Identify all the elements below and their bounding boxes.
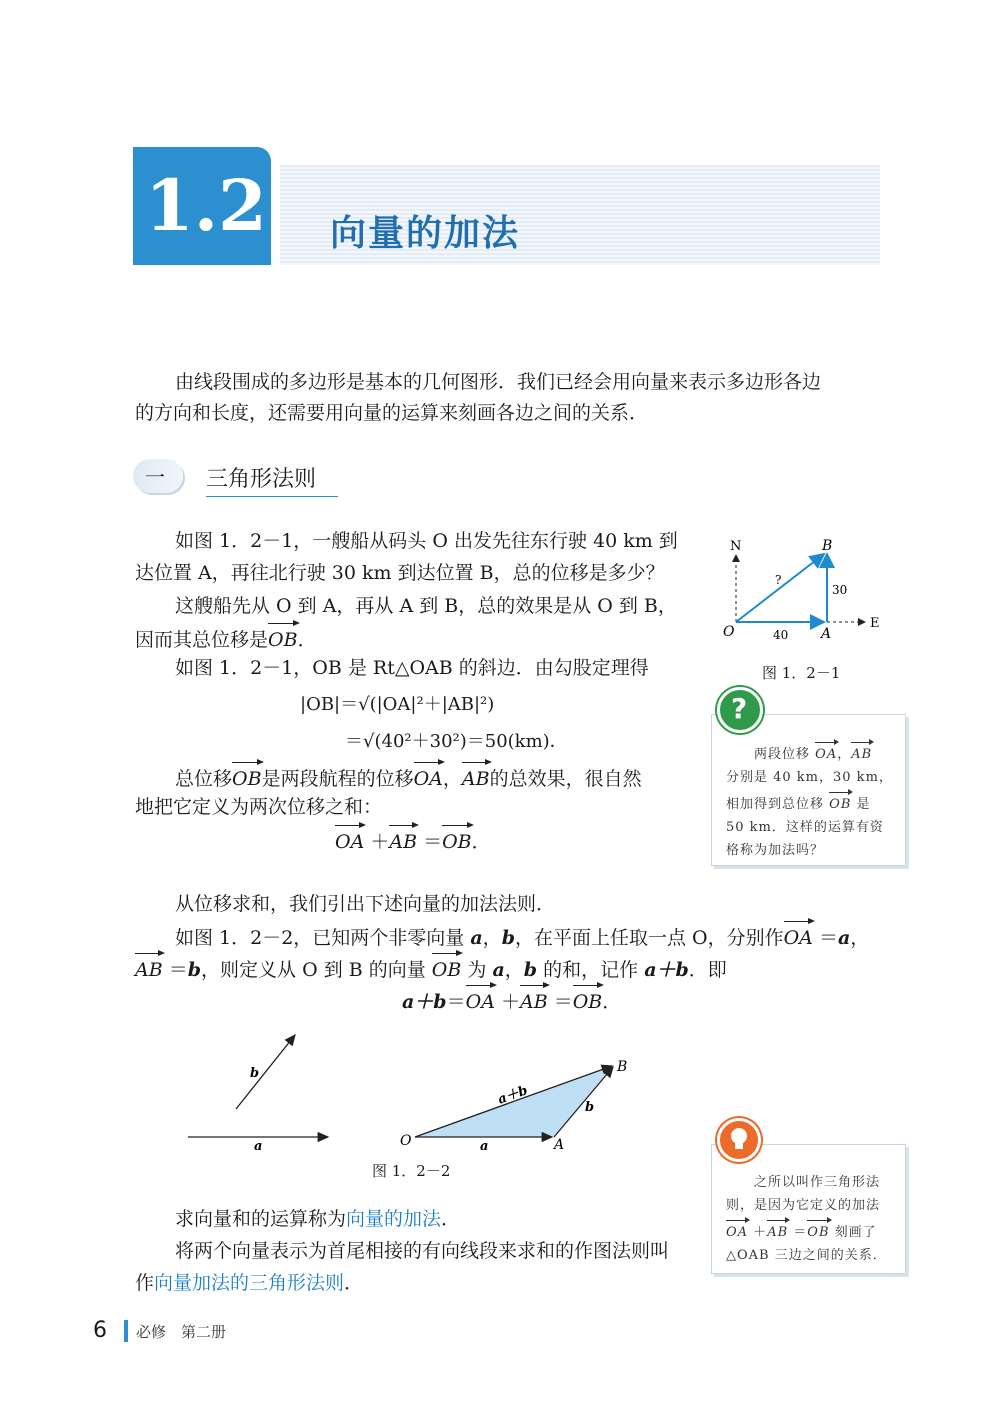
body1-line-6: 总位移OB是两段航程的位移OA，AB的总效果，很自然 [175,759,642,795]
label-B: B [822,538,833,554]
figure-1-2-2-caption: 图 1．2－2 [372,1162,451,1180]
b2-vector-AB: AB [135,950,163,986]
body2-line-1: 从位移求和，我们引出下述向量的加法法则． [175,893,556,915]
vector-AB-2: AB [389,822,417,858]
sn2-vector-AB: AB [767,1217,788,1244]
label-question: ? [775,573,782,587]
intro-line-1: 由线段围成的多边形是基本的几何图形．我们已经会用向量来表示多边形各边 [175,371,822,393]
eq-vector-OB: OB [573,982,603,1018]
body1-line-6b: 是两段航程的位移 [261,768,414,790]
fig2-label-O: O [400,1133,412,1149]
var-b: b [501,927,515,949]
body2-l2a: 如图 1．2－2，已知两个非零向量 [175,927,465,949]
sidenote1-line-4: 50 km．这样的运算有资 [726,820,884,835]
eq-vector-OA: OA [466,982,495,1018]
vector-OA: OA [414,759,443,795]
body1-line-5: 如图 1．2－1，OB 是 Rt△OAB 的斜边．由勾股定理得 [175,657,649,679]
sn1-vector-OB: OB [829,789,851,816]
body1-line-3: 这艘船先从 O 到 A，再从 A 到 B，总的效果是从 O 到 B， [175,595,677,617]
vector-OB: OB [268,620,298,656]
body1-line-7: 地把它定义为两次位移之和： [135,796,383,818]
term-vector-addition: 向量的加法 [346,1208,442,1230]
fig2-label-B: B [617,1059,628,1075]
body1-line-6c: 的总效果，很自然 [489,768,642,790]
footer-divider [124,1320,128,1342]
sidenote1-l1-text: 两段位移 [754,747,811,762]
label-O: O [723,624,735,640]
section-title-band [280,165,880,265]
label-A: A [821,626,832,642]
label-E: E [870,616,880,631]
var-a-3: a [492,959,505,981]
subsection-marker [133,459,183,493]
body3-l1c: ． [441,1208,461,1230]
vector-OB-3: OB [442,822,472,858]
b2-vector-OB: OB [432,950,462,986]
label-40: 40 [773,628,789,642]
body2-l3b: ，则定义从 O 到 B 的向量 [201,959,426,981]
body2-line-2: 如图 1．2－2，已知两个非零向量 a，b，在平面上任取一点 O，分别作OA ＝a， [175,918,869,954]
sep-3: ， [504,959,524,981]
figure-1-2-2 [180,1025,650,1160]
sidenote2-line-1: 之所以叫作三角形法 [754,1175,881,1190]
sidenote1-l3a: 相加得到总位移 [726,797,825,812]
question-icon [717,687,763,733]
term-triangle-rule: 向量加法的三角形法则 [154,1272,345,1294]
body3-l1a: 求向量和的运算称为 [175,1208,347,1230]
body1-line-2: 达位置 A，再往北行驶 30 km 到达位置 B，总的位移是多少？ [135,562,665,584]
var-apb: a＋b [644,959,689,981]
var-a: a [470,927,483,949]
body3-line-3 [135,1267,363,1299]
sn1-vector-AB: AB [851,739,872,766]
footer-book-title: 必修 第二册 [136,1323,227,1341]
label-30: 30 [832,583,848,597]
body1-line-1: 如图 1．2－1，一艘船从码头 O 出发先往东行驶 40 km 到 [175,530,678,552]
body3-l3a: 作 [135,1272,155,1294]
fig2-label-A: A [554,1137,565,1153]
sidenote-tip [711,1144,906,1274]
sn2-vector-OA: OA [726,1217,748,1244]
subsection-marker-text: 一 [145,465,165,489]
body2-line-3 [135,950,727,986]
sn2-vector-OB: OB [807,1217,829,1244]
body2-l3c: 为 [467,959,487,981]
body2-l3a: ＝ [168,959,188,981]
var-a-2: a [837,927,851,949]
label-N: N [730,539,742,554]
sidenote-question [711,714,906,866]
var-b-3: b [523,959,538,981]
equation-line-1: |OB|＝√(|OA|²＋|AB|²) [300,694,495,715]
figure-1-2-1-caption: 图 1．2－1 [762,664,841,682]
body1-line-6a: 总位移 [175,768,233,790]
fig2-label-apb: a＋b [495,1083,530,1108]
page-number: 6 [93,1318,107,1343]
sidenote2-line-4: △OAB 三边之间的关系． [726,1248,887,1263]
var-b-2: b [187,959,202,981]
equation-line-2: ＝√(40²＋30²)＝50(km)． [345,731,568,752]
section-title: 向量的加法 [330,212,521,254]
eq-vector-AB: AB [520,982,548,1018]
intro-line-2: 的方向和长度，还需要用向量的运算来刻画各边之间的关系． [135,402,649,424]
body1-line-4-text: 因而其总位移是 [135,629,269,651]
sidenote2-line-2: 则，是因为它定义的加法 [726,1198,881,1213]
fig2-label-tri-b: b [585,1100,595,1115]
lightbulb-icon [717,1118,761,1162]
sep-2: ， [850,927,870,949]
eq-apb: a＋b [402,991,447,1013]
section-number: 1.2 [145,164,267,247]
sep-1: ， [482,927,502,949]
sidenote1-line-1: 两段位移 OA，AB [726,739,896,766]
body3-line-1 [175,1203,460,1235]
sidenote1-l3b: 是 [856,797,871,812]
body2-l3e: ．即 [688,959,727,981]
fig2-label-tri-a: a [480,1139,489,1154]
fig2-label-a: a [254,1139,263,1154]
subsection-title: 三角形法则 [206,462,338,497]
vector-OB-2: OB [232,759,262,795]
free-vector-b [236,1035,295,1109]
body2-l3d: 的和，记作 [543,959,639,981]
sum-equation: OA ＋AB ＝OB． [335,822,491,858]
sidenote1-line-3 [726,789,896,816]
body2-l2b: ，在平面上任取一点 O，分别作 [514,927,784,949]
sidenote2-l3: 刻画了 [834,1225,877,1240]
body3-line-2: 将两个向量表示为首尾相接的有向线段来求和的作图法则叫 [175,1240,670,1262]
body3-l3c: ． [344,1272,364,1294]
question-icon-glyph: ? [731,692,748,725]
section-number-block [133,147,271,265]
sidenote1-line-5: 格称为加法吗？ [726,843,825,858]
vector-OB-line [736,554,824,622]
sidenote2-line-3: OA ＋AB ＝OB 刻画了 [726,1217,898,1244]
addition-equation: a＋b＝OA ＋AB ＝OB． [402,982,621,1018]
fig2-label-b: b [250,1066,260,1081]
sidenote1-line-2: 分别是 40 km，30 km， [726,770,893,785]
vector-OA-2: OA [335,822,364,858]
vector-AB: AB [462,759,490,795]
body1-line-4: 因而其总位移是OB． [135,620,317,656]
b2-vector-OA: OA [784,918,813,954]
sn1-vector-OA: OA [815,739,837,766]
